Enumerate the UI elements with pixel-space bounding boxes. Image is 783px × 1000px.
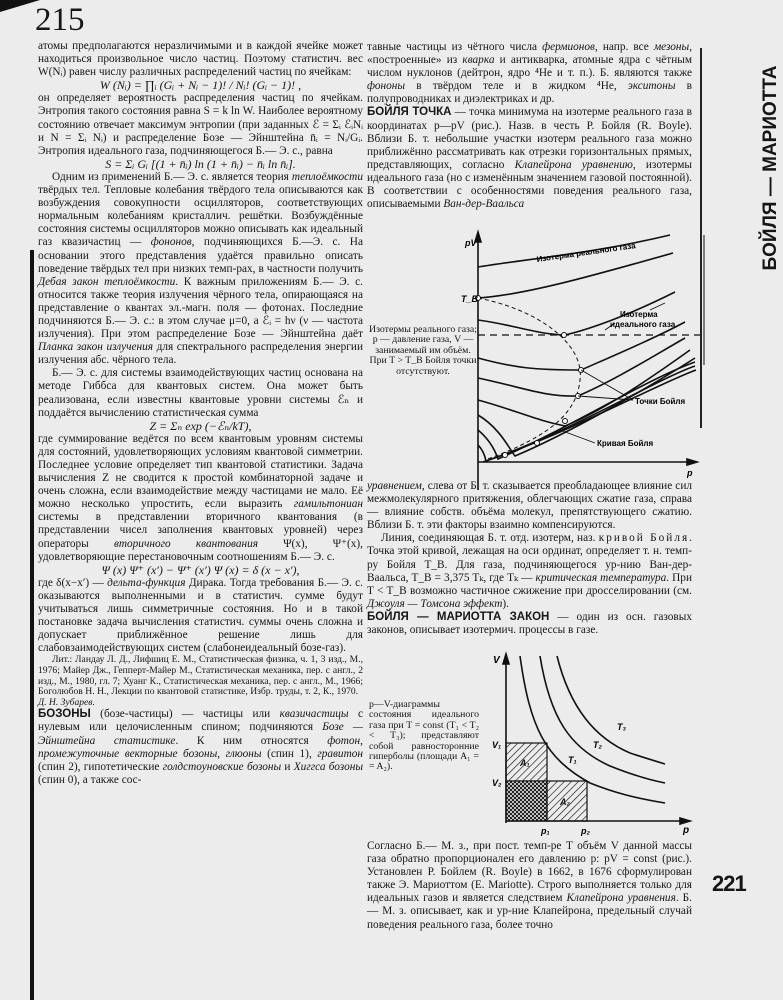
- cross-ref-link[interactable]: кварка: [462, 54, 495, 67]
- text: системы в представлении вторичного квантования (в представлении чисел заполнения квантовых уровней) через операторы: [38, 511, 363, 550]
- text: Одним из применений Б.— Э. с. является теория: [52, 170, 292, 183]
- paragraph: [38, 433, 363, 564]
- cross-ref-link[interactable]: фононов: [150, 236, 192, 249]
- leader-boyle-points: [581, 370, 633, 400]
- real-isotherm-label: Изотерма реального газа: [536, 241, 637, 264]
- text: . Б.— М. з. описывает, как и ур-ние Клапейрона, предельный случай поведения реального газа, более точно: [367, 892, 692, 931]
- leader-boyle-points: [578, 396, 633, 400]
- references: [38, 655, 363, 708]
- text: — один из осн. газовых законов, описывает изотермич. процессы в газе.: [367, 610, 692, 637]
- text: , «построенные» из: [367, 41, 693, 67]
- leader-ideal: [650, 303, 665, 310]
- text: . Точка этой кривой, лежащая на оси ординат, определяет т. н. темп-ру Бойля T_B. Для газа, подчиняющегося ур-нию Ван-дер-Ваальса, T_B = 3,375 Tₖ, где Tₖ —: [367, 532, 692, 584]
- t2-label: T₂: [593, 740, 602, 750]
- isotherm: [478, 253, 673, 298]
- text: и: [281, 760, 294, 773]
- text: ,: [360, 734, 363, 747]
- text: с нулевым или целочисленным спином; подчиняются: [38, 708, 363, 734]
- article-author: Д. Н. Зубарев.: [38, 696, 95, 708]
- boyle-points-label: Точки Бойля: [635, 397, 686, 406]
- text: (спин 1),: [261, 747, 318, 760]
- cross-ref-link[interactable]: Клапейрона уравнению: [514, 158, 633, 171]
- text: Дирака. Тогда требования Б.— Э. с. оказываются выполненными и в статистич. сумме будут учитываться лишь симметричные состояния. Но и в такой постановке задача вычисления статистич. суммы очень сложна и допускает приближённое решение лишь для слабовзаимодействующих систем (слабонеидеальный бозе-газ).: [38, 576, 363, 655]
- text: Ψ(x), Ψ⁺(x), удовлетворяющие перестановочным соотношениям Б.— Э. с.: [38, 537, 364, 563]
- cross-ref-link[interactable]: Ван-дер-Ваальса: [443, 198, 525, 211]
- paragraph: атомы предполагаются неразличимыми и в каждой ячейке может находиться произвольное число частиц. Поэтому статистич. вес W(Nᵢ) равен числу различных распределений частиц по ячейкам:: [38, 40, 363, 79]
- y-axis-label: pV: [465, 238, 477, 248]
- cross-ref-link[interactable]: Бозе — Эйнштейна статистике: [38, 721, 363, 747]
- cross-ref-link[interactable]: Джоуля — Томсона эффект: [367, 597, 503, 610]
- boyle-point: [535, 441, 540, 446]
- v2-label: V₂: [492, 778, 502, 788]
- right-column-bottom: [367, 840, 692, 932]
- cross-ref-link[interactable]: фермионов: [542, 41, 595, 53]
- text: где суммирование ведётся по всем квантовым уровням системы для состояний, удовлетворяющих условиям квантовой симметрии. Последнее условие определяет тип квантовой статистики. Задача вычисления Z не сводится к простой комбинаторной задаче и очень сложна, если взаимодействие между частицами не мало. Её можно несколько упростить, если выразить: [38, 432, 363, 511]
- references-text: Лит.: Ландау Л. Д., Лифшиц Е. М., Статистическая физика, ч. 1, 3 изд., М., 1976; Майер Дж., Гепперт-Майер М., Статистическая механика, пер. с англ., 2 изд., М., 1980, гл. 7; Хуанг К., Статистическая механика, пер. с англ., М., 1966; Боголюбов Н. Н., Лекции по квантовой статистике, Избр. труды, т. 2, К., 1970.: [38, 654, 363, 698]
- x-axis-label: p: [687, 468, 693, 478]
- y-axis-arrow: [503, 654, 509, 664]
- page-number-left: 215: [35, 2, 85, 38]
- text: в полупроводниках и диэлектриках и др.: [367, 80, 692, 106]
- text: — точка минимума на изотерме реального газа в координатах p—pV (рис.). Назв. в честь Р. Бойля (R. Boyle). Вблизи Б. т. небольшие участки изотерм реального газа можно приближённо рассматривать как отрезки горизонтальных прямых, представляющих, согласно: [367, 106, 693, 171]
- ideal-isotherm-label: Изотерма: [620, 310, 658, 319]
- paragraph: [367, 41, 692, 106]
- x-axis-arrow: [680, 818, 690, 824]
- cross-ref-link[interactable]: Дебая закон теплоёмкости: [38, 275, 176, 288]
- entry-bosons: [38, 708, 363, 787]
- text: и антикварка, атомные ядра с чётным числом нуклонов (дейтрон, ядро ⁴He и т. п.). Б. являются также: [367, 54, 692, 80]
- entry-boyle-point: [367, 106, 692, 211]
- cross-ref-link[interactable]: квазичастицы: [279, 708, 349, 721]
- text: ,: [217, 747, 226, 760]
- text: , слева от Б. т. сказывается преобладающее влияние сил межмолекулярного притяжения, облегчающих сжатие газа, справа — влияние собств. объёма молекул, препятствующего сжатию. Вблизи Б. т. эти факторы взаимно компенсируются.: [367, 480, 692, 532]
- cross-ref-link[interactable]: голдстоуновские бозоны: [162, 760, 282, 773]
- text: (спин 2), гипотетические: [38, 760, 163, 773]
- right-column-middle: [367, 480, 692, 637]
- isotherm-t2: [540, 656, 665, 783]
- right-column-top: [367, 41, 692, 211]
- isotherm: [478, 322, 685, 370]
- cross-ref-link[interactable]: теплоёмкости: [291, 170, 363, 183]
- text: . К ним относятся: [175, 734, 328, 747]
- boyle-point: [503, 453, 508, 458]
- formula-partition-function: Z = Σₙ exp (−ℰₙ/kT),: [149, 418, 252, 433]
- figure2-pv-diagram: [365, 648, 695, 838]
- t1-label: T₁: [568, 755, 577, 765]
- text: в твёрдом теле и в жидком ⁴He,: [405, 80, 628, 93]
- paragraph: Б.— Э. с. для системы взаимодействующих частиц основана на методе Гиббса для квантовых систем. Она может быть реализована, если известны квантовые уровни системы ℰₙ и поддаётся вычислению статистическая сумма: [38, 367, 363, 419]
- paragraph: [38, 577, 363, 656]
- cross-ref-link[interactable]: вторичного квантования: [113, 537, 258, 550]
- text: твёрдых тел. Тепловые колебания твёрдого тела описываются как возбуждения совокупности осцилляторов, соответствующих нормальным колебаниям кристаллич. решётки. Возбуждённые состояния системы осцилляторов можно описывать как идеальный газ квазичастиц —: [38, 184, 363, 249]
- binding-edge: [30, 250, 34, 1000]
- cross-ref-link[interactable]: уравнением: [367, 480, 422, 492]
- running-head: [705, 48, 781, 288]
- cross-ref-link[interactable]: дельта-функция: [107, 576, 186, 589]
- cross-ref-link[interactable]: гамильтониан: [293, 498, 363, 511]
- text: тавные частицы из чётного числа: [367, 41, 543, 53]
- formula-entropy: S = Σᵢ Gᵢ [(1 + n̄ᵢ) ln (1 + n̄ᵢ) − n̄ᵢ ln n̄ᵢ].: [105, 156, 296, 171]
- paragraph: [367, 532, 692, 611]
- text: . При T < T_B возможно частичное сжижение при дросселировании (см.: [367, 571, 692, 597]
- boyle-point: [562, 333, 567, 338]
- y-axis-label: V: [493, 655, 500, 666]
- entry-headword: БОЙЛЯ ТОЧКА: [367, 106, 452, 119]
- figure1-isotherms: [365, 238, 705, 495]
- text: где δ(x−x′) —: [38, 576, 108, 589]
- page-number-right: 221: [712, 871, 746, 896]
- boyle-curve-label: Кривая Бойля: [597, 439, 654, 448]
- entry-boyle-mariotte-law: [367, 611, 692, 637]
- a2-label: A₂: [560, 797, 570, 807]
- paragraph: [367, 480, 692, 532]
- formula-commutation: Ψ (x) Ψ⁺ (x′) − Ψ⁺ (x′) Ψ (x) = δ (x − x′),: [101, 562, 300, 577]
- cross-ref-link[interactable]: Клапейрона уравнения: [566, 892, 676, 905]
- paragraph: он определяет вероятность распределения частиц по ячейкам. Энтропия такого состояния равна S = k ln W. Наиболее вероятному состоянию отвечает максимум энтропии (при заданных ℰ = Σᵢ ℰᵢNᵢ и N = Σᵢ Nᵢ) и распределение Бозе — Эйнштейна n̄ᵢ = Nᵢ/Gᵢ. Энтропия идеального газа, подчиняющегося Б.— Э. с., равна: [38, 92, 363, 157]
- running-head-text: БОЙЛЯ — МАРИОТТА: [760, 65, 781, 271]
- text: (бозе-частицы) — частицы или: [90, 708, 280, 721]
- x-axis-label: p: [683, 825, 690, 836]
- left-column: [38, 40, 363, 787]
- v1-label: V₁: [492, 740, 502, 750]
- entry-headword: БОЗОНЫ: [38, 708, 91, 721]
- p1-label: p₁: [541, 826, 550, 836]
- a1-label: A₁: [520, 758, 530, 768]
- figure1-caption: Изотермы реального газа; p — давление газа, V — занимаемый им объём. При T > T_B Бойля точки отсутствуют.: [369, 324, 477, 377]
- text: Линия, соединяющая Б. т. отд. изотерм, наз.: [381, 532, 599, 545]
- text: , подчиняющихся Б.—Э. с. На основании этого представления удаётся правильно описать поведение твёрдых тел при низких темп-рах, в частности получить: [38, 236, 363, 275]
- x-axis-arrow: [687, 459, 697, 465]
- cross-ref-link[interactable]: промежуточные векторные бозоны: [38, 747, 218, 760]
- cross-ref-link[interactable]: Хиггса бозоны: [293, 760, 363, 773]
- area-common: [506, 781, 547, 821]
- tb-label: T_B: [461, 294, 479, 304]
- figure2-caption: p—V-диаграммы состояния идеального газа при T = const (T₁ < T₂ < T₃); представляют собой равносторонние гиперболы (площади A₁ = = A₂).: [369, 699, 479, 773]
- isotherm: [478, 366, 695, 461]
- text: ).: [502, 597, 509, 610]
- text: . К важным приложениям Б.— Э. с. относится также теория излучения чёрного тела, опирающаяся на представление о квантах эл.-магн. поля — фотонах. Последние подчиняются Б.— Э. с.: в этом случае μ=0, а ℰᵢ = hν (ν — частота излучения). При этом распределение Бозе — Эйнштейна даёт: [38, 275, 363, 341]
- cross-ref-link[interactable]: мезоны: [653, 41, 690, 53]
- boyle-point: [563, 419, 568, 424]
- text: , изотермы идеального газа (но с изменённым значением газовой постоянной). В соответствии с особенностями поведения реального газа, описываемыми: [367, 158, 692, 211]
- entry-headword: БОЙЛЯ — МАРИОТТА ЗАКОН: [367, 610, 550, 623]
- text: Согласно Б.— М. з., при пост. темп-ре T объём V данной массы газа обратно пропорционален его давлению p: pV = const (рис.). Установлен Р. Бойлем (R. Boyle) в 1662, в 1676 сформулирован также Э. Мариоттом (E. Mariotte). Строго выполняется только для идеальных газов и является следствием: [367, 840, 692, 905]
- t3-label: T₃: [617, 722, 626, 732]
- cross-ref-link[interactable]: гравитон: [317, 747, 363, 760]
- formula-statistical-weight: W (Nᵢ) = ∏ᵢ (Gᵢ + Nᵢ − 1)! / Nᵢ! (Gᵢ − 1)! ,: [99, 78, 302, 93]
- paragraph: [38, 171, 363, 367]
- paragraph: [367, 840, 692, 932]
- ideal-isotherm-label: идеального газа: [610, 320, 676, 329]
- isotherm: [478, 350, 690, 426]
- page-corner-mark: [0, 0, 40, 12]
- cross-ref-link[interactable]: фотон: [327, 734, 361, 747]
- isotherm-t3: [557, 656, 665, 764]
- text: для спектрального распределения энергии излучения абс. чёрного тела.: [38, 341, 363, 367]
- text: (спин 0), а также сос-: [38, 773, 142, 786]
- leader-boyle-curve: [560, 430, 595, 443]
- cross-ref-link[interactable]: фононы: [367, 80, 406, 93]
- cross-ref-link[interactable]: критическая температура: [535, 571, 667, 584]
- term: кривой Бойля: [598, 532, 690, 545]
- cross-ref-link[interactable]: экситоны: [627, 80, 676, 93]
- text: , напр. все: [594, 41, 654, 53]
- isotherm: [478, 338, 685, 396]
- p2-label: p₂: [581, 826, 590, 836]
- cross-ref-link[interactable]: глюоны: [225, 747, 262, 760]
- cross-ref-link[interactable]: Планка закон излучения: [38, 341, 153, 354]
